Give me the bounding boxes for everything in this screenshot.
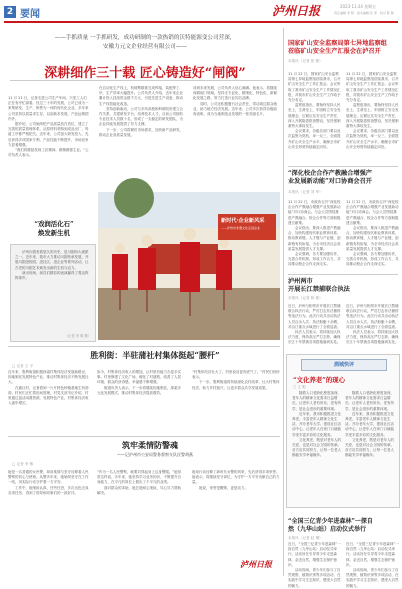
date-line: 2023·11·24 星期五 xyxy=(340,4,377,9)
commentary-badge: 酒城快评 xyxy=(301,359,387,371)
commentary-byline: □ 王 明 xyxy=(293,385,306,389)
youth-forest-title: “全国三亿青少年进森林”一探自 然（九华山站）启动仪式举行 xyxy=(288,518,373,533)
police-title: 筑牢柔情防警魂 xyxy=(122,440,178,450)
lead-kicker-2: 安徽力元文企业经营有限公司—— xyxy=(103,44,187,50)
photo-caption-box xyxy=(218,214,276,240)
lead-body-col2: 在自动化生产线上，机械臂精准完成焊接、装配等工序，生产效率大幅提升。公司负责人介绍，近年来企业累计投入技改资金数千万元，引进先进生产设备，推动生产线智能化改造。 坚持创新驱动，公司与多所高校和科研院所建立合作关系，共建研发平台，培养技术人才。目前公司拥有专业技术人员数十名，形成了一支稳定的研发团队，为企业持续发展提供了有力支撑。 下一步，公司将紧盯市场需求，加快新产品研发，推动企业高质量发展。 xyxy=(99,86,183,137)
police-subtitle: ——记泸州市公安局警务督察支队民警胡燕 xyxy=(117,452,193,457)
drama-body: 泸州川剧有着悠久的历史，是川剧四大流派之一。近年来，我市大力推动川剧传承发展，开展川剧进校园、进社区、进企业等系列活动，让古老的川剧艺术焕发出新的生机与活力。 演出现场，演员们精彩的表演赢得了观众阵阵掌声。 xyxy=(15,250,89,281)
editor-line: 责任编辑 李 明 美术编辑 张 青 校对 陈 敏 xyxy=(334,11,394,15)
vertical-divider xyxy=(283,28,284,576)
fuel-rule xyxy=(8,436,280,437)
youth-forest-body-b: 近日，“全国三亿青少年进森林”一探自然（九华山站）启动仪式举行。活动旨在引导青少年走进森林、亲近自然，增强生态保护意识。 活动现场，青少年们参与了自然观察、植物识别等多项活动，在实践中学习生态知识，感受大自然的魅力。 xyxy=(346,542,399,588)
lead-body-col3: 谈到未来发展，公司负责人信心满满。他表示，将继续深耕阀门领域，坚持走专业化、精细化、特色化、新颖化发展之路，努力打造行业知名品牌。 同时，公司还积极履行社会责任，带动周边群众就业，助力地方经济发展。近年来，公司多次获得各级政府表彰，成为当地制造业发展的一张亮丽名片。 xyxy=(193,86,277,117)
school-enterprise-body-b: 11 月 22 日，市政协召开“深化校企合作产教融合增强产业发展新动能”对口协商会。与会人员围绕推进产教融合、校企合作等方面积极建言献策。 会议指出，要深入推进产教融合，加快构建现代职业教育体系，推动教育链、人才链与产业链、创新链有机衔接，为全市经济社会高质量发展提供人才支撑。 会议强调，各方要加强协作，完善合作机制，形成工作合力，共同推动校企合作走深走实。 xyxy=(346,200,399,267)
lead-title: 深耕细作三十载 匠心铸造好“闸阀” xyxy=(44,66,246,81)
school-enterprise-title: “深化校企合作产教融合增强产 业发展新动能”对口协商会召开 xyxy=(288,170,372,185)
news-photo xyxy=(98,192,280,340)
commentary-body-b: 随着人口老龄化程度加深，老年人的精神文化需求日益增长。让老年人老有所乐、老有所学，是社会进步的重要体现。 近年来，我市积极推进文化养老，丰富老年人精神文化生活，开办老年大学、建设社区活动中心，让老年人在家门口就能享受丰富多彩的文化服务。 文化养老，既是对老年人的关爱，也是对社会文明的传承。各方应共同努力，让每一位老人都能安享幸福晚年。 xyxy=(345,391,394,458)
mine-safety-title: 国家矿山安全监察局第七异地监察组 莅临矿山安全生产汇报会在泸召开 xyxy=(288,40,387,55)
lead-body-col1: 11 月 21 日，记者走进公司生产车间，只见工人们正在有序忙碌着。经过三十年的发展，公司已成为一家集研发、生产、销售为一体的现代化企业。多年来公司坚持以质量求生存，以创新求发展，产品远销国内外。 据介绍，公司始终把产品质量放在首位，建立了完善的质量管理体系，从原材料采购到成品出厂，每道工序都严格把关。近年来，公司加大研发投入，先后获得多项国家专利，产品性能不断提升，市场竞争力显著增强。 “我们将继续发扬工匠精神，做精做强主业。”公司负责人表示。 xyxy=(8,96,89,158)
right-divider-1 xyxy=(288,166,398,167)
paper-logo: 泸州日报 xyxy=(272,4,321,18)
police-col2: “作为一名人民警察，就要对得起身上这身警服。”她常常这样说。多年来，她坚持学习业务知识，不断提升自身能力，在平凡的岗位上做出了不平凡的业绩。 面对群众的求助，她总是耐心细致，尽心尽力帮助解决。 xyxy=(97,470,182,495)
village-col2: 如今，村集体经济收入的增加，让村里有能力办更多实事。村里修建了文化广场，硬化了村道路，改善了人居环境，群众的获得感、幸福感不断增强。 街道负责人表示，下一步将继续因地制宜，探索多元化发展模式，推动村集体经济提质增效。 xyxy=(97,370,181,395)
river-ban-title: 泸州两市 开展长江禁捕联合执法 xyxy=(288,278,350,293)
drama-title: “戏润活化石” 焕发新生机 xyxy=(34,220,74,237)
school-enterprise-sub: 本报讯（记者 刘 华） xyxy=(288,190,323,194)
right-divider-2 xyxy=(288,274,398,275)
youth-forest-body-a: 近日，“全国三亿青少年进森林”一探自然（九华山站）启动仪式举行。活动旨在引导青少年走进森林、亲近自然，增强生态保护意识。 活动现场，青少年们参与了自然观察、植物识别等多项活动，在实践中学习生态知识，感受大自然的魅力。 xyxy=(288,542,341,588)
river-ban-body-a: 近日，泸州与相邻市开展长江禁捕联合执法行动，严厉打击非法捕捞等违法行为。此次行动共出动执法人员百余人次、执法船艇十余艘，对沿江重点水域进行了全面巡查。 执法人员表示，将持续加大执法力度，保持高压严打态势，确保长江十年禁渔各项措施落到实处。 xyxy=(288,304,341,345)
section-title: 要闻 xyxy=(20,9,40,20)
page-number-badge: 2 xyxy=(4,6,16,18)
mine-safety-sub: 本报讯（记者 张 敏） xyxy=(288,59,323,63)
drama-box xyxy=(10,244,96,342)
village-byline: □ 记者 王 平 xyxy=(12,364,34,368)
village-rule xyxy=(8,346,280,347)
youth-forest-sub: 本报讯（记者 赵 琳） xyxy=(288,536,323,540)
commentary-body-a: 随着人口老龄化程度加深，老年人的精神文化需求日益增长。让老年人老有所乐、老有所学，是社会进步的重要体现。 近年来，我市积极推进文化养老，丰富老年人精神文化生活，开办老年大学、建设社区活动中心，让老年人在家门口就能享受丰富多彩的文化服务。 文化养老，既是对老年人的关爱，也是对社会文明的传承。各方应共同努力，让每一位老人都能安享幸福晚年。 xyxy=(292,391,341,458)
river-ban-sub: 本报讯（记者 陈 敏） xyxy=(288,296,323,300)
school-enterprise-body-a: 11 月 22 日，市政协召开“深化校企合作产教融合增强产业发展新动能”对口协商会。与会人员围绕推进产教融合、校企合作等方面积极建言献策。 会议指出，要深入推进产教融合，加快构建现代职业教育体系，推动教育链、人才链与产业链、创新链有机衔接，为全市经济社会高质量发展提供人才支撑。 会议强调，各方要加强协作，完善合作机制，形成工作合力，共同推动校企合作走深走实。 xyxy=(288,200,341,267)
photo-caption-title: 新时代·企业新风采 xyxy=(221,218,265,224)
commentary-title: “文化养老”的现心 xyxy=(293,376,346,384)
mine-safety-body-a: 11 月 22 日，国家矿山安全监察局第七异地监察组莅临我市，召开矿山安全生产工作汇报会。会议听取了我市矿山安全生产工作情况汇报，对我市矿山安全生产工作给予充分肯定。 监察组指出，要始终坚持人民至上、生命至上，牢固树立安全发展理念，压紧压实安全生产责任，深入开展隐患排查整治，坚决遏制重特大事故发生。 会议要求，各级各部门要以此次监察为契机，举一反三，全面提升矿山安全生产水平，确保全市矿山安全形势持续稳定向好。 xyxy=(288,72,341,149)
police-col1: 她是一名普通的女民警，却用柔情与坚守诠释着人民警察的初心与使命。从警多年来，她始终坚守在工作一线，用实际行动守护着一方平安。 工作中，她细致认真、任劳任怨，多次出色完成各项任务，得到了领导和同事们的一致好评。 xyxy=(8,470,89,495)
village-col1: 近年来，胜利街道积极探索村集体经济发展新路径，因地制宜发展特色产业，推动村集体经济不断发展壮大。 在蒲社村，记者看到一片片特色种植基地生机勃勃，村民们正忙着田间管理。村党支部书记介绍，村里通过盘活闲置资源，发展特色产业，村集体经济收入逐年增长。 xyxy=(8,370,89,406)
lead-kicker: ——手抓质量 一手抓研发，成功研制的一款热销的沃特能源变公司营深， xyxy=(54,35,236,41)
photo-caption-sub: ——泸州市非遗文化走进企业 xyxy=(221,226,261,230)
mine-safety-body-b: 11 月 22 日，国家矿山安全监察局第七异地监察组莅临我市，召开矿山安全生产工作汇报会。会议听取了我市矿山安全生产工作情况汇报，对我市矿山安全生产工作给予充分肯定。 监察组指出，要始终坚持人民至上、生命至上，牢固树立安全发展理念，压紧压实安全生产责任，深入开展隐患排查整治，坚决遏制重特大事故发生。 会议要求，各级各部门要以此次监察为契机，举一反三，全面提升矿山安全生产水平，确保全市矿山安全形势持续稳定向好。 xyxy=(346,72,399,149)
commentary-box xyxy=(286,354,400,508)
drama-credit: （记者 李 明 摄） xyxy=(64,334,91,338)
masthead-rule xyxy=(4,21,398,23)
police-col3: 她用行动诠释了新时代女警的风采，先后获得多项荣誉。她表示，将继续坚守岗位，为守护一方平安贡献自己的力量。 她说，荣誉是鞭策，更是动力。 xyxy=(192,470,280,490)
police-byline: □ 记者 李 敏 xyxy=(12,462,34,466)
lead-title-rule xyxy=(10,80,280,81)
bottom-stamp-logo: 泸州日报 xyxy=(240,559,272,569)
village-col3: “村集体经济壮大了，村里说话更有底气了。”村民们纷纷表示。 下一步，胜利街道将持续深化农村改革，壮大村集体经济，助力乡村振兴，让更多群众共享发展成果。 xyxy=(192,370,280,390)
river-ban-body-b: 近日，泸州与相邻市开展长江禁捕联合执法行动，严厉打击非法捕捞等违法行为。此次行动共出动执法人员百余人次、执法船艇十余艘，对沿江重点水域进行了全面巡查。 执法人员表示，将持续加大执法力度，保持高压严打态势，确保长江十年禁渔各项措施落到实处。 xyxy=(346,304,399,345)
village-title: 胜利街：半驻蒲社村集体挺起“腰杆” xyxy=(90,350,220,360)
